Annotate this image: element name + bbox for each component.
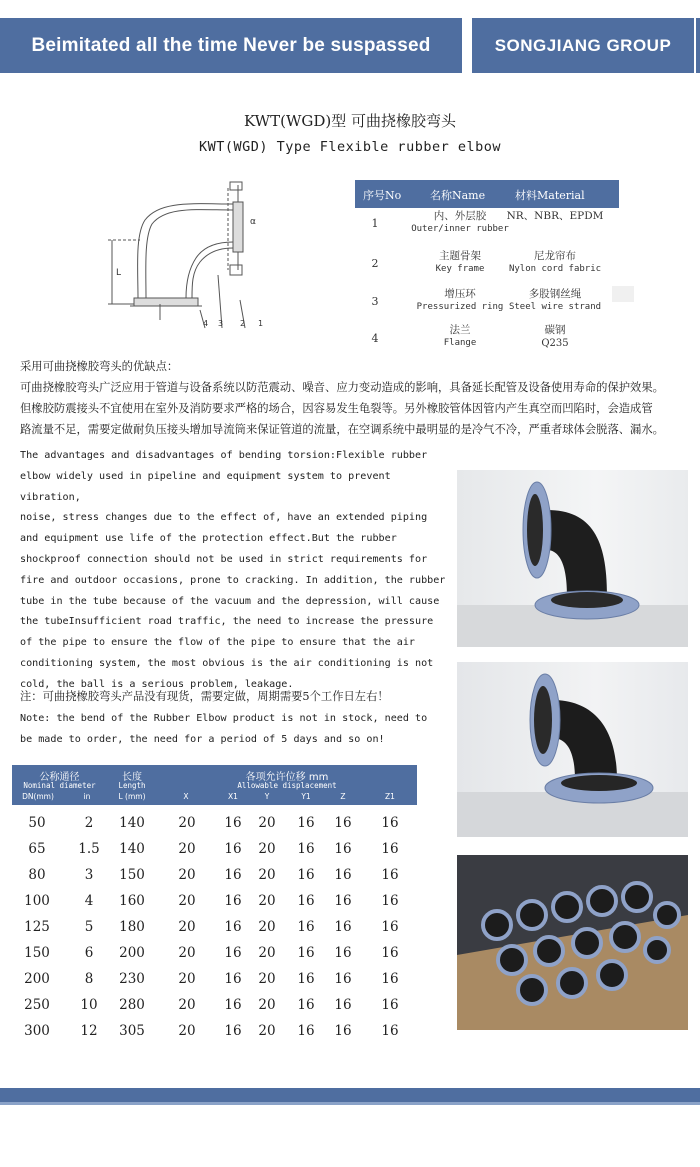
table-cell: 8 — [84, 971, 94, 987]
note-en — [20, 708, 440, 750]
table-cell: 16 — [224, 945, 242, 961]
table-cell: 16 — [297, 1023, 315, 1039]
material-mat-en: Steel wire strand — [508, 302, 602, 312]
material-name-en: Outer/inner rubber — [411, 224, 509, 234]
header-length-en: Length — [118, 781, 146, 790]
material-row — [355, 250, 645, 288]
footer-bar — [0, 1088, 700, 1102]
size-table-header — [12, 765, 417, 805]
header-y: Y — [264, 792, 270, 801]
table-cell: 16 — [381, 1023, 399, 1039]
table-cell: 180 — [119, 919, 145, 935]
material-mat-cn: NR、NBR、EPDM — [506, 210, 604, 222]
header-displacement-cn: 各项允许位移 mm — [245, 772, 329, 783]
advantages-heading-cn: 采用可曲挠橡胶弯头的优缺点： — [20, 360, 179, 373]
material-mat-cn: 尼龙帘布 — [534, 250, 576, 262]
table-cell: 16 — [334, 867, 352, 883]
table-cell: 16 — [381, 867, 399, 883]
advantages-en-line: cold, the ball is a serious problem, leakage. — [20, 678, 294, 690]
table-cell: 16 — [381, 971, 399, 987]
header-l: L (mm) — [118, 792, 146, 801]
material-name-cn: 主题骨架 — [439, 250, 481, 262]
header-nominal-cn: 公称通径 — [39, 772, 80, 783]
table-cell: 2 — [84, 815, 94, 831]
material-mat-cn: 碳钢 — [544, 324, 566, 336]
table-cell: 20 — [178, 893, 196, 909]
product-photo-elbow-angle — [457, 662, 688, 837]
header-material: 材料Material — [515, 189, 585, 202]
advantages-en-line: the tubeInsufficient road traffic, the need to increase the pressure — [20, 616, 434, 628]
table-cell: 16 — [381, 919, 399, 935]
note-en-line: Note: the bend of the Rubber Elbow product is not in stock, need to — [20, 713, 428, 724]
table-cell: 20 — [178, 919, 196, 935]
table-cell: 50 — [28, 815, 46, 831]
table-cell: 16 — [381, 841, 399, 857]
table-cell: 5 — [84, 919, 94, 935]
header-z: Z — [340, 792, 346, 801]
material-name-en: Key frame — [435, 264, 485, 274]
material-name-en: Pressurized ring — [416, 302, 504, 312]
table-row — [12, 945, 417, 971]
header-x1: X1 — [228, 792, 238, 801]
table-cell: 20 — [258, 815, 276, 831]
table-cell: 20 — [178, 971, 196, 987]
table-cell: 16 — [224, 997, 242, 1013]
brand-name: SONGJIANG GROUP — [494, 36, 672, 55]
material-name-en: Flange — [443, 338, 477, 348]
table-cell: 16 — [334, 945, 352, 961]
table-cell: 16 — [297, 997, 315, 1013]
header-nominal-en: Nominal diameter — [23, 781, 96, 790]
table-cell: 16 — [381, 997, 399, 1013]
elbow-technical-drawing — [100, 180, 270, 330]
material-table-header — [355, 180, 619, 208]
table-cell: 280 — [119, 997, 145, 1013]
advantages-en-paragraph — [20, 446, 450, 696]
header-y1: Y1 — [301, 792, 311, 801]
material-no: 2 — [371, 257, 379, 270]
header-in: in — [83, 792, 91, 801]
material-name-cn: 增压环 — [444, 288, 476, 300]
product-photo-elbow — [457, 470, 688, 647]
advantages-en-line: elbow widely used in pipeline and equipment system to prevent vibration, — [20, 470, 391, 503]
header-displacement-en: Allowable displacement — [237, 781, 337, 790]
table-cell: 16 — [334, 971, 352, 987]
header-dn: DN(mm) — [22, 792, 54, 801]
table-cell: 80 — [28, 867, 46, 883]
table-cell: 16 — [297, 919, 315, 935]
table-cell: 16 — [224, 841, 242, 857]
page-title-en: KWT(WGD) Type Flexible rubber elbow — [199, 139, 501, 155]
advantages-en-line: fire and outdoor occasions, prone to cracking. In addition, the rubber — [20, 574, 446, 586]
table-cell: 16 — [334, 815, 352, 831]
material-mat-en: Q235 — [541, 338, 569, 349]
table-cell: 16 — [381, 945, 399, 961]
header-no: 序号No — [363, 189, 402, 202]
table-cell: 20 — [258, 919, 276, 935]
table-cell: 20 — [258, 841, 276, 857]
header-z1: Z1 — [385, 792, 395, 801]
table-cell: 65 — [28, 841, 46, 857]
table-cell: 100 — [24, 893, 50, 909]
table-cell: 20 — [258, 945, 276, 961]
drawing-label-length: L — [116, 268, 122, 278]
table-cell: 10 — [80, 997, 98, 1013]
material-name-cn: 内、外层胶 — [433, 210, 487, 222]
table-cell: 16 — [334, 919, 352, 935]
material-row — [355, 210, 645, 248]
table-cell: 20 — [178, 815, 196, 831]
table-cell: 16 — [381, 893, 399, 909]
drawing-label-4: 4 — [203, 319, 209, 328]
material-row — [355, 288, 645, 326]
table-cell: 20 — [178, 997, 196, 1013]
drawing-label-3: 3 — [218, 319, 224, 328]
table-cell: 200 — [24, 971, 50, 987]
table-cell: 16 — [224, 919, 242, 935]
table-cell: 16 — [334, 1023, 352, 1039]
advantages-en-line: of the pipe to ensure the flow of the pipe to ensure that the air — [20, 637, 416, 649]
table-cell: 16 — [224, 815, 242, 831]
advantages-cn-line: 路流量不足，需要定做耐负压接头增加导流筒来保证管道的流量，在空调系统中最明显的是冷气不冷，严重者球体会脱落、漏水。 — [20, 423, 664, 436]
table-cell: 16 — [297, 945, 315, 961]
table-cell: 16 — [224, 971, 242, 987]
note-cn: 注：可曲挠橡胶弯头产品没有现货，需要定做，周期需要5个工作日左右！ — [20, 690, 389, 703]
table-cell: 20 — [258, 867, 276, 883]
header-length-cn: 长度 — [122, 772, 142, 783]
table-cell: 150 — [24, 945, 50, 961]
table-row — [12, 841, 417, 867]
table-cell: 305 — [119, 1023, 145, 1039]
material-mat-cn: 多股钢丝绳 — [528, 288, 582, 300]
table-cell: 16 — [297, 893, 315, 909]
table-cell: 20 — [178, 945, 196, 961]
advantages-en-line: conditioning system, the most obvious is the air conditioning is not — [20, 657, 434, 669]
table-cell: 16 — [334, 893, 352, 909]
table-cell: 16 — [297, 841, 315, 857]
material-mat-en: Nylon cord fabric — [508, 264, 602, 274]
table-cell: 16 — [224, 867, 242, 883]
header-name: 名称Name — [430, 189, 486, 202]
table-cell: 300 — [24, 1023, 50, 1039]
table-cell: 230 — [119, 971, 145, 987]
table-cell: 20 — [178, 867, 196, 883]
page-title-cn: KWT(WGD)型 可曲挠橡胶弯头 — [244, 112, 456, 130]
advantages-en-line: The advantages and disadvantages of bending torsion:Flexible rubber — [20, 450, 428, 461]
table-cell: 12 — [80, 1023, 98, 1039]
table-cell: 20 — [178, 1023, 196, 1039]
table-cell: 3 — [84, 867, 94, 883]
table-cell: 200 — [119, 945, 145, 961]
material-no: 1 — [371, 217, 379, 230]
material-no: 4 — [371, 332, 379, 345]
product-photo-stack — [457, 855, 688, 1030]
table-cell: 16 — [297, 971, 315, 987]
advantages-en-line: and equipment use life of the protection effect.But the rubber — [20, 533, 397, 545]
advantages-en-line: shockproof connection should not be used in strict requirements for — [20, 553, 428, 565]
table-row — [12, 919, 417, 945]
table-cell: 16 — [224, 1023, 242, 1039]
footer-bar-accent — [0, 1102, 700, 1105]
header-edge-strip — [696, 18, 700, 73]
table-cell: 125 — [24, 919, 50, 935]
header-x: X — [183, 792, 189, 801]
table-row — [12, 815, 417, 841]
table-cell: 20 — [258, 997, 276, 1013]
table-cell: 250 — [24, 997, 50, 1013]
table-cell: 160 — [119, 893, 145, 909]
table-cell: 20 — [258, 893, 276, 909]
material-no: 3 — [371, 295, 379, 308]
table-row — [12, 997, 417, 1023]
drawing-label-1: 1 — [258, 319, 264, 328]
table-cell: 16 — [381, 815, 399, 831]
note-en-line: be made to order, the need for a period of 5 days and so on! — [20, 734, 385, 745]
table-cell: 140 — [119, 841, 145, 857]
table-cell: 16 — [297, 867, 315, 883]
table-row — [12, 1023, 417, 1049]
drawing-label-2: 2 — [240, 319, 246, 328]
table-cell: 16 — [334, 997, 352, 1013]
drawing-label-angle: α — [250, 217, 256, 227]
table-cell: 6 — [84, 945, 94, 961]
table-cell: 16 — [334, 841, 352, 857]
table-cell: 20 — [258, 971, 276, 987]
table-cell: 150 — [119, 867, 145, 883]
table-cell: 20 — [178, 841, 196, 857]
table-shade-cell — [612, 286, 634, 302]
table-cell: 16 — [224, 893, 242, 909]
table-row — [12, 971, 417, 997]
table-cell: 20 — [258, 1023, 276, 1039]
advantages-cn-line: 但橡胶防震接头不宜使用在室外及消防要求严格的场合，因容易发生龟裂等。另外橡胶管体因管内产生真空而凹陷时，会造成管 — [20, 402, 653, 415]
material-name-cn: 法兰 — [449, 324, 471, 336]
table-cell: 16 — [297, 815, 315, 831]
table-cell: 1.5 — [78, 841, 100, 857]
slogan-text: Beimitated all the time Never be suspassed — [31, 35, 431, 56]
advantages-cn-line: 可曲挠橡胶弯头广泛应用于管道与设备系统以防范震动、噪音、应力变动造成的影响，具备延长配管及设备使用寿命的保护效果。 — [20, 381, 664, 394]
header-brand-bar — [472, 18, 694, 73]
table-cell: 4 — [84, 893, 94, 909]
table-cell: 140 — [119, 815, 145, 831]
advantages-en-line: tube in the tube because of the vacuum and the depression, will cause — [20, 595, 440, 607]
header-slogan-bar — [0, 18, 462, 73]
table-row — [12, 893, 417, 919]
advantages-en-line: noise, stress changes due to the effect of, have an extended piping — [20, 512, 428, 524]
table-row — [12, 867, 417, 893]
